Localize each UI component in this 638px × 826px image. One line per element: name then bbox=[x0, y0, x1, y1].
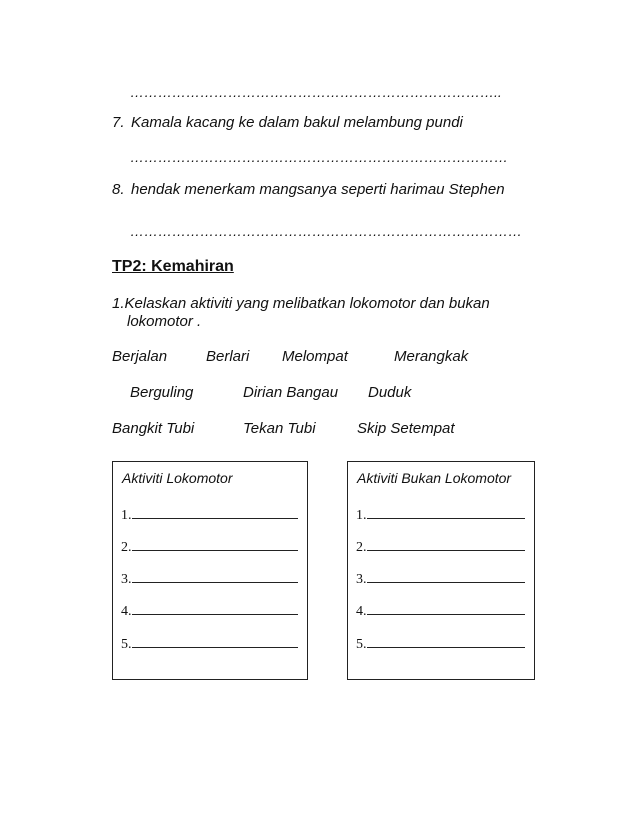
answer-line[interactable]: 2. bbox=[121, 540, 298, 556]
question-8-number: 8. bbox=[112, 181, 125, 198]
lokomotor-box-title: Aktiviti Lokomotor bbox=[122, 470, 233, 486]
question-8-text: hendak menerkam mangsanya seperti harimau Stephen bbox=[131, 181, 505, 198]
section-heading: TP2: Kemahiran bbox=[112, 258, 234, 275]
instruction-line-2: lokomotor . bbox=[127, 313, 202, 330]
answer-line[interactable]: 1. bbox=[356, 508, 525, 524]
instruction-line-1: 1.Kelaskan aktiviti yang melibatkan lokomotor dan bukan bbox=[112, 295, 490, 312]
answer-line[interactable]: 2. bbox=[356, 540, 525, 556]
answer-line[interactable]: 1. bbox=[121, 508, 298, 524]
bukan-lokomotor-box-title: Aktiviti Bukan Lokomotor bbox=[357, 470, 512, 486]
activity-word: Duduk bbox=[368, 384, 412, 401]
lokomotor-box bbox=[112, 461, 308, 680]
question-7-text: Kamala kacang ke dalam bakul melambung pundi bbox=[131, 114, 463, 131]
bukan-lokomotor-box bbox=[347, 461, 535, 680]
answer-dotted-line-1: …………………………………………………………………….. bbox=[130, 84, 502, 100]
answer-line[interactable]: 5. bbox=[356, 637, 525, 653]
activity-word: Bangkit Tubi bbox=[112, 420, 195, 437]
answer-line[interactable]: 3. bbox=[356, 572, 525, 588]
activity-word: Merangkak bbox=[394, 348, 469, 365]
activity-word: Melompat bbox=[282, 348, 348, 365]
answer-dotted-line-2: ……………………………………………………………………… bbox=[130, 149, 508, 165]
answer-line[interactable]: 5. bbox=[121, 637, 298, 653]
activity-word: Berguling bbox=[130, 384, 194, 401]
answer-dotted-line-3: ………………………………………………………………………… bbox=[130, 223, 522, 239]
activity-word: Berlari bbox=[206, 348, 250, 365]
answer-line[interactable]: 3. bbox=[121, 572, 298, 588]
activity-word: Skip Setempat bbox=[357, 420, 455, 437]
question-7-number: 7. bbox=[112, 114, 125, 131]
answer-line[interactable]: 4. bbox=[356, 604, 525, 620]
activity-word: Dirian Bangau bbox=[243, 384, 339, 401]
activity-word: Tekan Tubi bbox=[243, 420, 316, 437]
answer-line[interactable]: 4. bbox=[121, 604, 298, 620]
activity-word: Berjalan bbox=[112, 348, 168, 365]
